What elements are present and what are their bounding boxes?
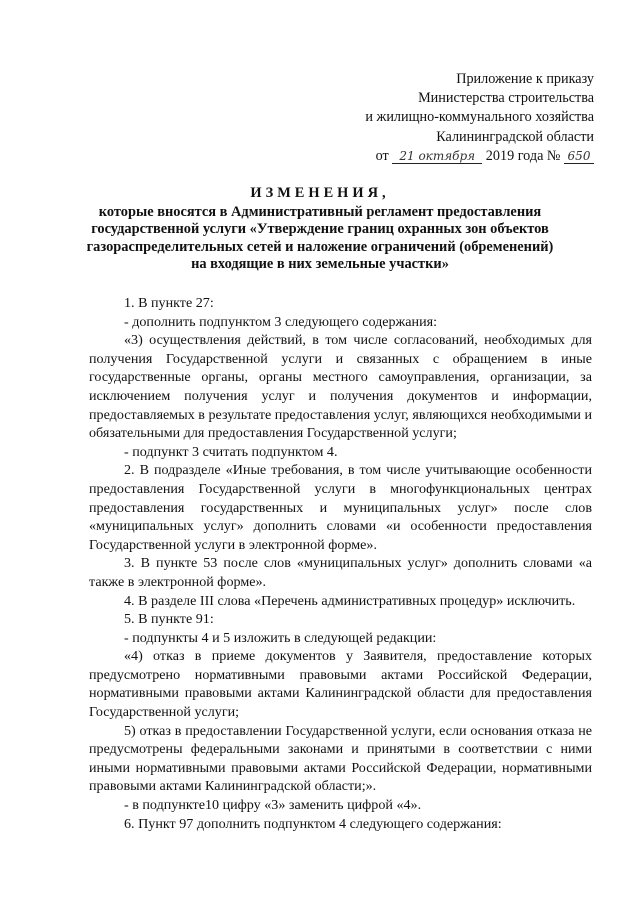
paragraph: 5) отказ в предоставлении Государственной услуги, если основания отказа не предусмотрены федеральными законами и принятыми в соответствии с ними иными нормативными правовыми актами Российской Федерации, нормативными правовыми актами Калининградской области;».: [89, 722, 592, 795]
paragraph: 5. В пункте 91:: [124, 611, 214, 628]
document-body: [89, 294, 592, 833]
document-title: [80, 185, 560, 274]
title-line: государственной услуги «Утверждение границ охранных зон объектов: [91, 221, 549, 237]
paragraph: - в подпункте10 цифру «3» заменить цифрой «4».: [124, 797, 422, 814]
from-label: от: [375, 147, 389, 164]
title-line: которые вносятся в Административный регламент предоставления: [98, 203, 542, 220]
paragraph: 3. В пункте 53 после слов «муниципальных услуг» дополнить словами «а также в электронной форме».: [89, 555, 592, 590]
handwritten-number: 650: [564, 149, 594, 164]
year-text: 2019 года №: [485, 147, 561, 164]
paragraph: - подпункт 3 считать подпунктом 4.: [124, 443, 338, 460]
paragraph: - дополнить подпунктом 3 следующего содержания:: [124, 313, 438, 330]
annex-header: [234, 70, 594, 166]
paragraph: 6. Пункт 97 дополнить подпунктом 4 следующего содержания:: [124, 815, 502, 832]
annex-line: и жилищно-коммунального хозяйства: [365, 109, 594, 126]
paragraph: - подпункты 4 и 5 изложить в следующей редакции:: [124, 629, 437, 646]
annex-line: Приложение к приказу: [456, 71, 594, 87]
annex-date-line: [234, 147, 594, 166]
paragraph: 4. В разделе III слова «Перечень административных процедур» исключить.: [124, 592, 576, 609]
title-heading: ИЗМЕНЕНИЯ,: [250, 185, 390, 201]
handwritten-date: 21 октября: [392, 149, 482, 164]
annex-line: Министерства строительства: [418, 90, 594, 107]
paragraph: 2. В подразделе «Иные требования, в том числе учитывающие особенности предоставления Государственной услуги в многофункциональных центрах предоставления государственных и муниципальных услуг» после слов «муниципальных услуг» дополнить словами «и особенности предоставления Государственной услуги в электронной форме».: [89, 462, 592, 553]
annex-line: Калининградской области: [436, 128, 594, 145]
paragraph: «4) отказ в приеме документов у Заявителя, предоставление которых предусмотрено нормативными правовыми актами Российской Федерации, нормативными правовыми актами Калининградской области для предоставления Государственной услуги;: [89, 648, 592, 721]
paragraph: «3) осуществления действий, в том числе согласований, необходимых для получения Государственной услуги и связанных с обращением в иные государственные органы, органы местного самоуправления, организации, за исключением получения услуг и получения документов и информации, предоставляемых в результате предоставления услуг, являющихся необходимыми и обязательными для предоставления Государственной услуги;: [89, 332, 592, 442]
title-line: на входящие в них земельные участки»: [191, 256, 449, 272]
title-line: газораспределительных сетей и наложение ограничений (обременений): [86, 238, 554, 255]
paragraph: 1. В пункте 27:: [124, 295, 214, 311]
